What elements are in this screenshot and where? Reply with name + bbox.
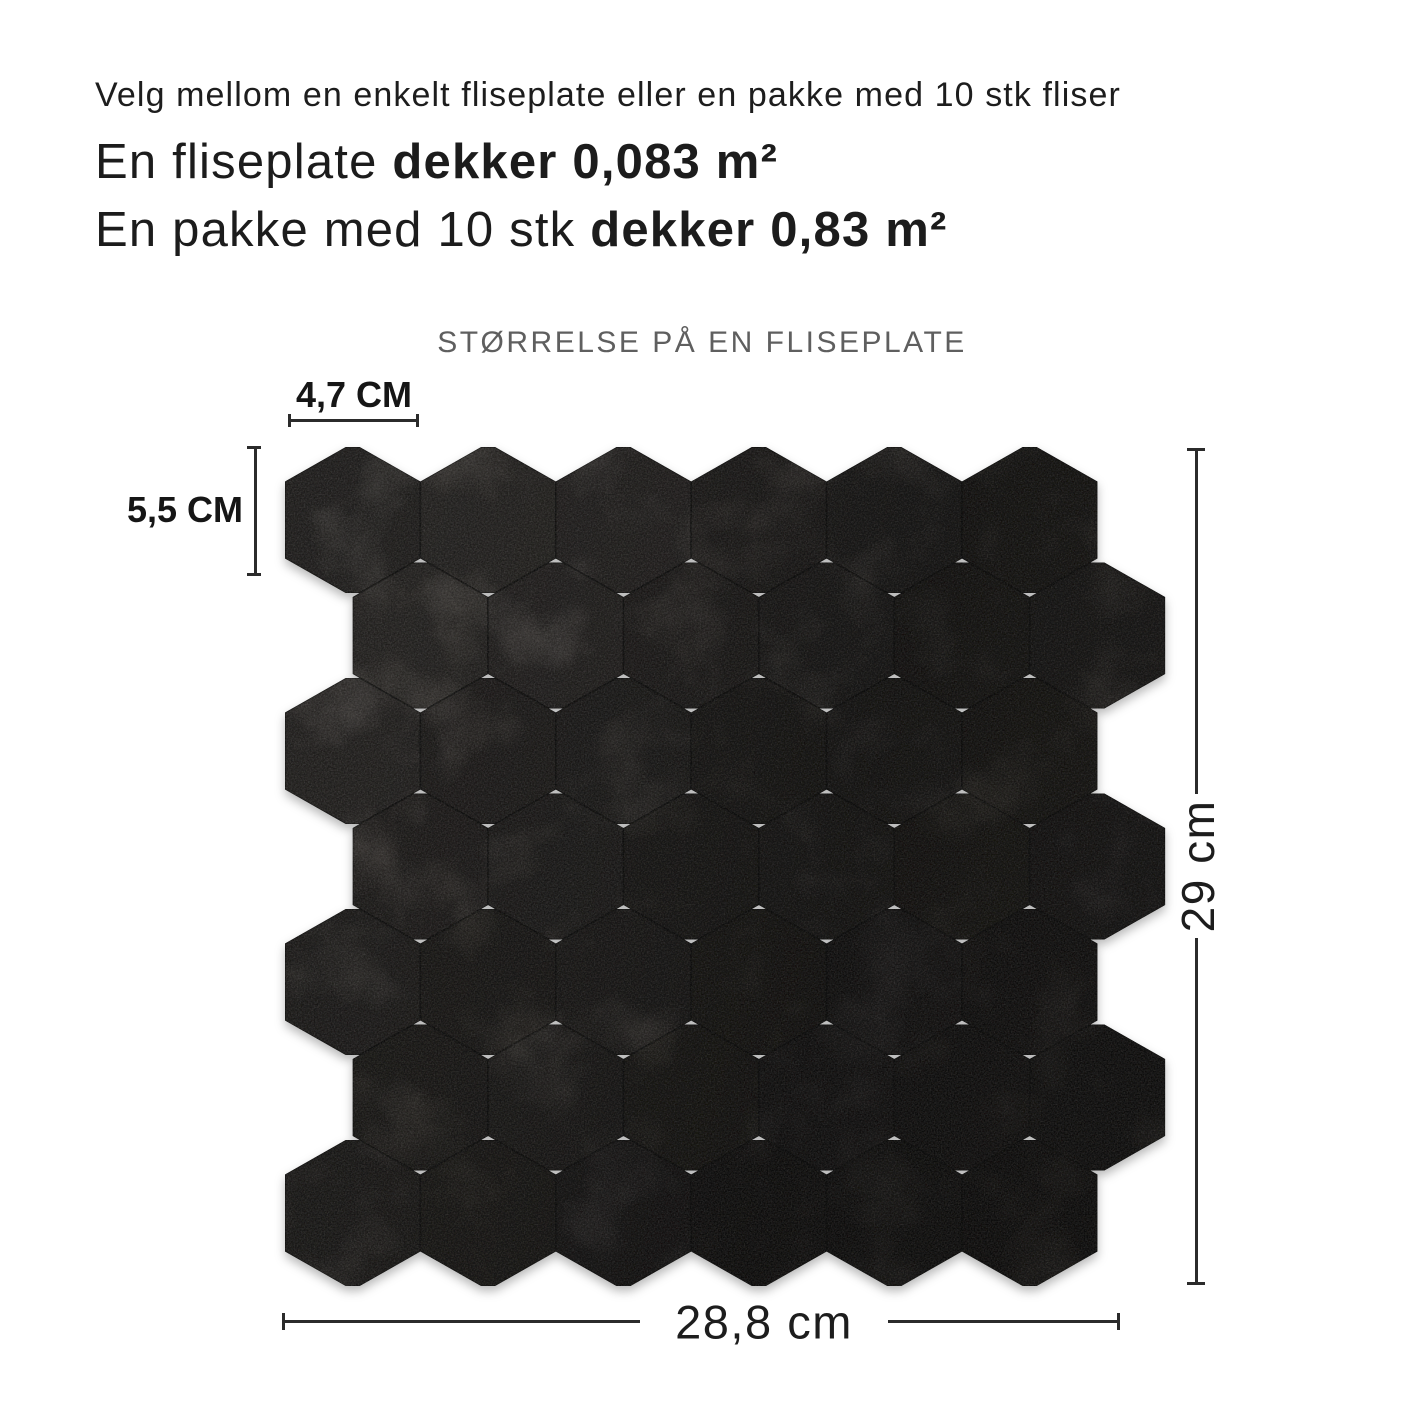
sheet-width-line-right [888,1320,1119,1323]
sheet-width-tick-right [1117,1313,1120,1330]
sheet-height-label: 29 cm [1172,799,1224,933]
tile-width-tick-left [288,414,291,427]
sheet-height-tick-bottom [1187,1282,1205,1285]
sheet-width-line-left [283,1320,640,1323]
tile-height-tick-top [247,446,261,449]
sheet-height-line-lower [1195,938,1198,1284]
coverage-line-2-bold: dekker 0,83 m² [590,203,948,257]
sheet-width-label: 28,8 cm [675,1295,853,1349]
coverage-line-2-regular: En pakke med 10 stk [95,203,591,257]
tile-height-line [254,448,257,576]
coverage-line-1-regular: En fliseplate [95,135,393,189]
sheet-width-tick-left [282,1313,285,1330]
sheet-height-line-upper [1195,450,1198,794]
sheet-height-tick-top [1187,448,1205,451]
tile-width-line [290,419,419,422]
tile-width-tick-right [416,414,419,427]
coverage-line-1-bold: dekker 0,083 m² [392,135,779,189]
intro-text: Velg mellom en enkelt fliseplate eller en pakke med 10 stk fliser [95,76,1121,114]
tile-height-label: 5,5 CM [126,489,243,530]
tile-width-label: 4,7 CM [296,374,413,415]
diagram-title: STØRRELSE PÅ EN FLISEPLATE [437,326,967,359]
tile-height-tick-bottom [247,573,261,576]
